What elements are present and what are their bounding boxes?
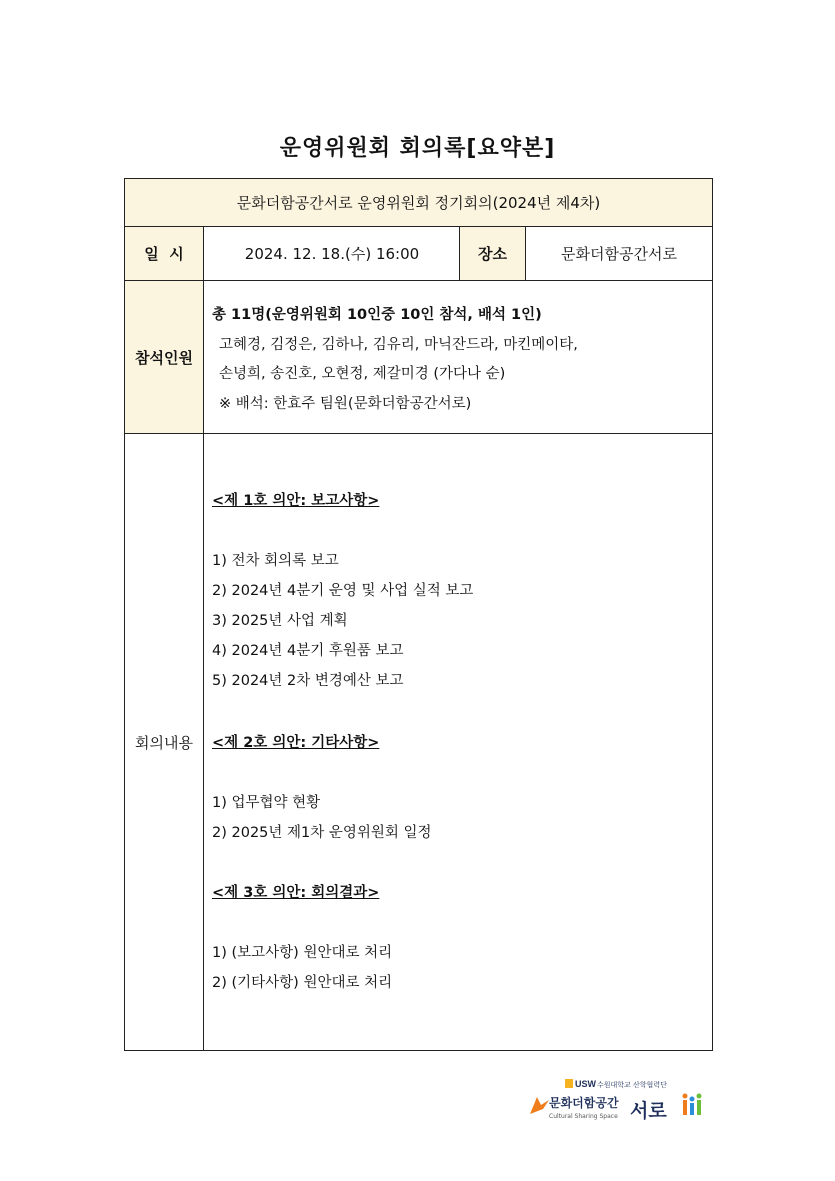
usw-shield-icon xyxy=(565,1079,573,1088)
attendance-label: 참석인원 xyxy=(125,281,204,433)
attendance-observer: ※ 배석: 한효주 팀원(문화더함공간서로) xyxy=(219,395,472,412)
place-value: 문화더함공간서로 xyxy=(561,245,677,263)
attendance-total: 총 11명(운영위원회 10인중 10인 참석, 배석 1인) xyxy=(212,307,542,323)
list-item: 4) 2024년 4분기 후원품 보고 xyxy=(212,643,404,659)
section-title: <제 1호 의안: 보고사항> xyxy=(212,493,380,509)
list-item: 1) (보고사항) 원안대로 처리 xyxy=(212,945,393,961)
list-item: 3) 2025년 사업 계획 xyxy=(212,613,348,629)
content-label: 회의내용 xyxy=(125,434,204,1050)
list-item: 5) 2024년 2차 변경예산 보고 xyxy=(212,673,404,689)
list-item: 1) 업무협약 현황 xyxy=(212,795,321,811)
logo-name-kr: 문화더함공간 xyxy=(549,1096,619,1110)
attendance-names-1: 고혜경, 김정은, 김하나, 김유리, 마닉잔드라, 마킨메이타, xyxy=(219,336,578,353)
attendance-row xyxy=(125,281,712,434)
list-item: 2) 2024년 4분기 운영 및 사업 실적 보고 xyxy=(212,583,474,599)
meeting-header: 문화더함공간서로 운영위원회 정기회의(2024년 제4차) xyxy=(125,179,712,227)
place-label: 장소 xyxy=(459,227,526,280)
usw-text: USW xyxy=(575,1079,596,1089)
section-title: <제 2호 의안: 기타사항> xyxy=(212,735,380,751)
content-row xyxy=(125,434,712,1050)
list-item: 1) 전차 회의록 보고 xyxy=(212,553,339,569)
people-mark-icon xyxy=(683,1094,702,1116)
date-label: 일 시 xyxy=(125,227,204,280)
section-title: <제 3호 의안: 회의결과> xyxy=(212,885,380,901)
organization-logo xyxy=(527,1076,717,1122)
date-row xyxy=(125,227,712,281)
star-icon xyxy=(530,1097,549,1114)
minutes-table xyxy=(124,178,713,1051)
date-value: 2024. 12. 18.(수) 16:00 xyxy=(244,245,420,263)
list-item: 2) 2025년 제1차 운영위원회 일정 xyxy=(212,825,432,841)
page-title: 운영위원회 회의록[요약본] xyxy=(279,136,556,161)
org-text: 수원대학교 산학협력단 xyxy=(597,1081,667,1089)
logo-brand: 서로 xyxy=(630,1100,667,1122)
attendance-names-2: 손녕희, 송진호, 오현정, 제갈미경 (가다나 순) xyxy=(219,366,506,382)
list-item: 2) (기타사항) 원안대로 처리 xyxy=(212,975,393,991)
logo-name-en: Cultural Sharing Space xyxy=(549,1113,618,1120)
attendance-body xyxy=(212,301,578,419)
